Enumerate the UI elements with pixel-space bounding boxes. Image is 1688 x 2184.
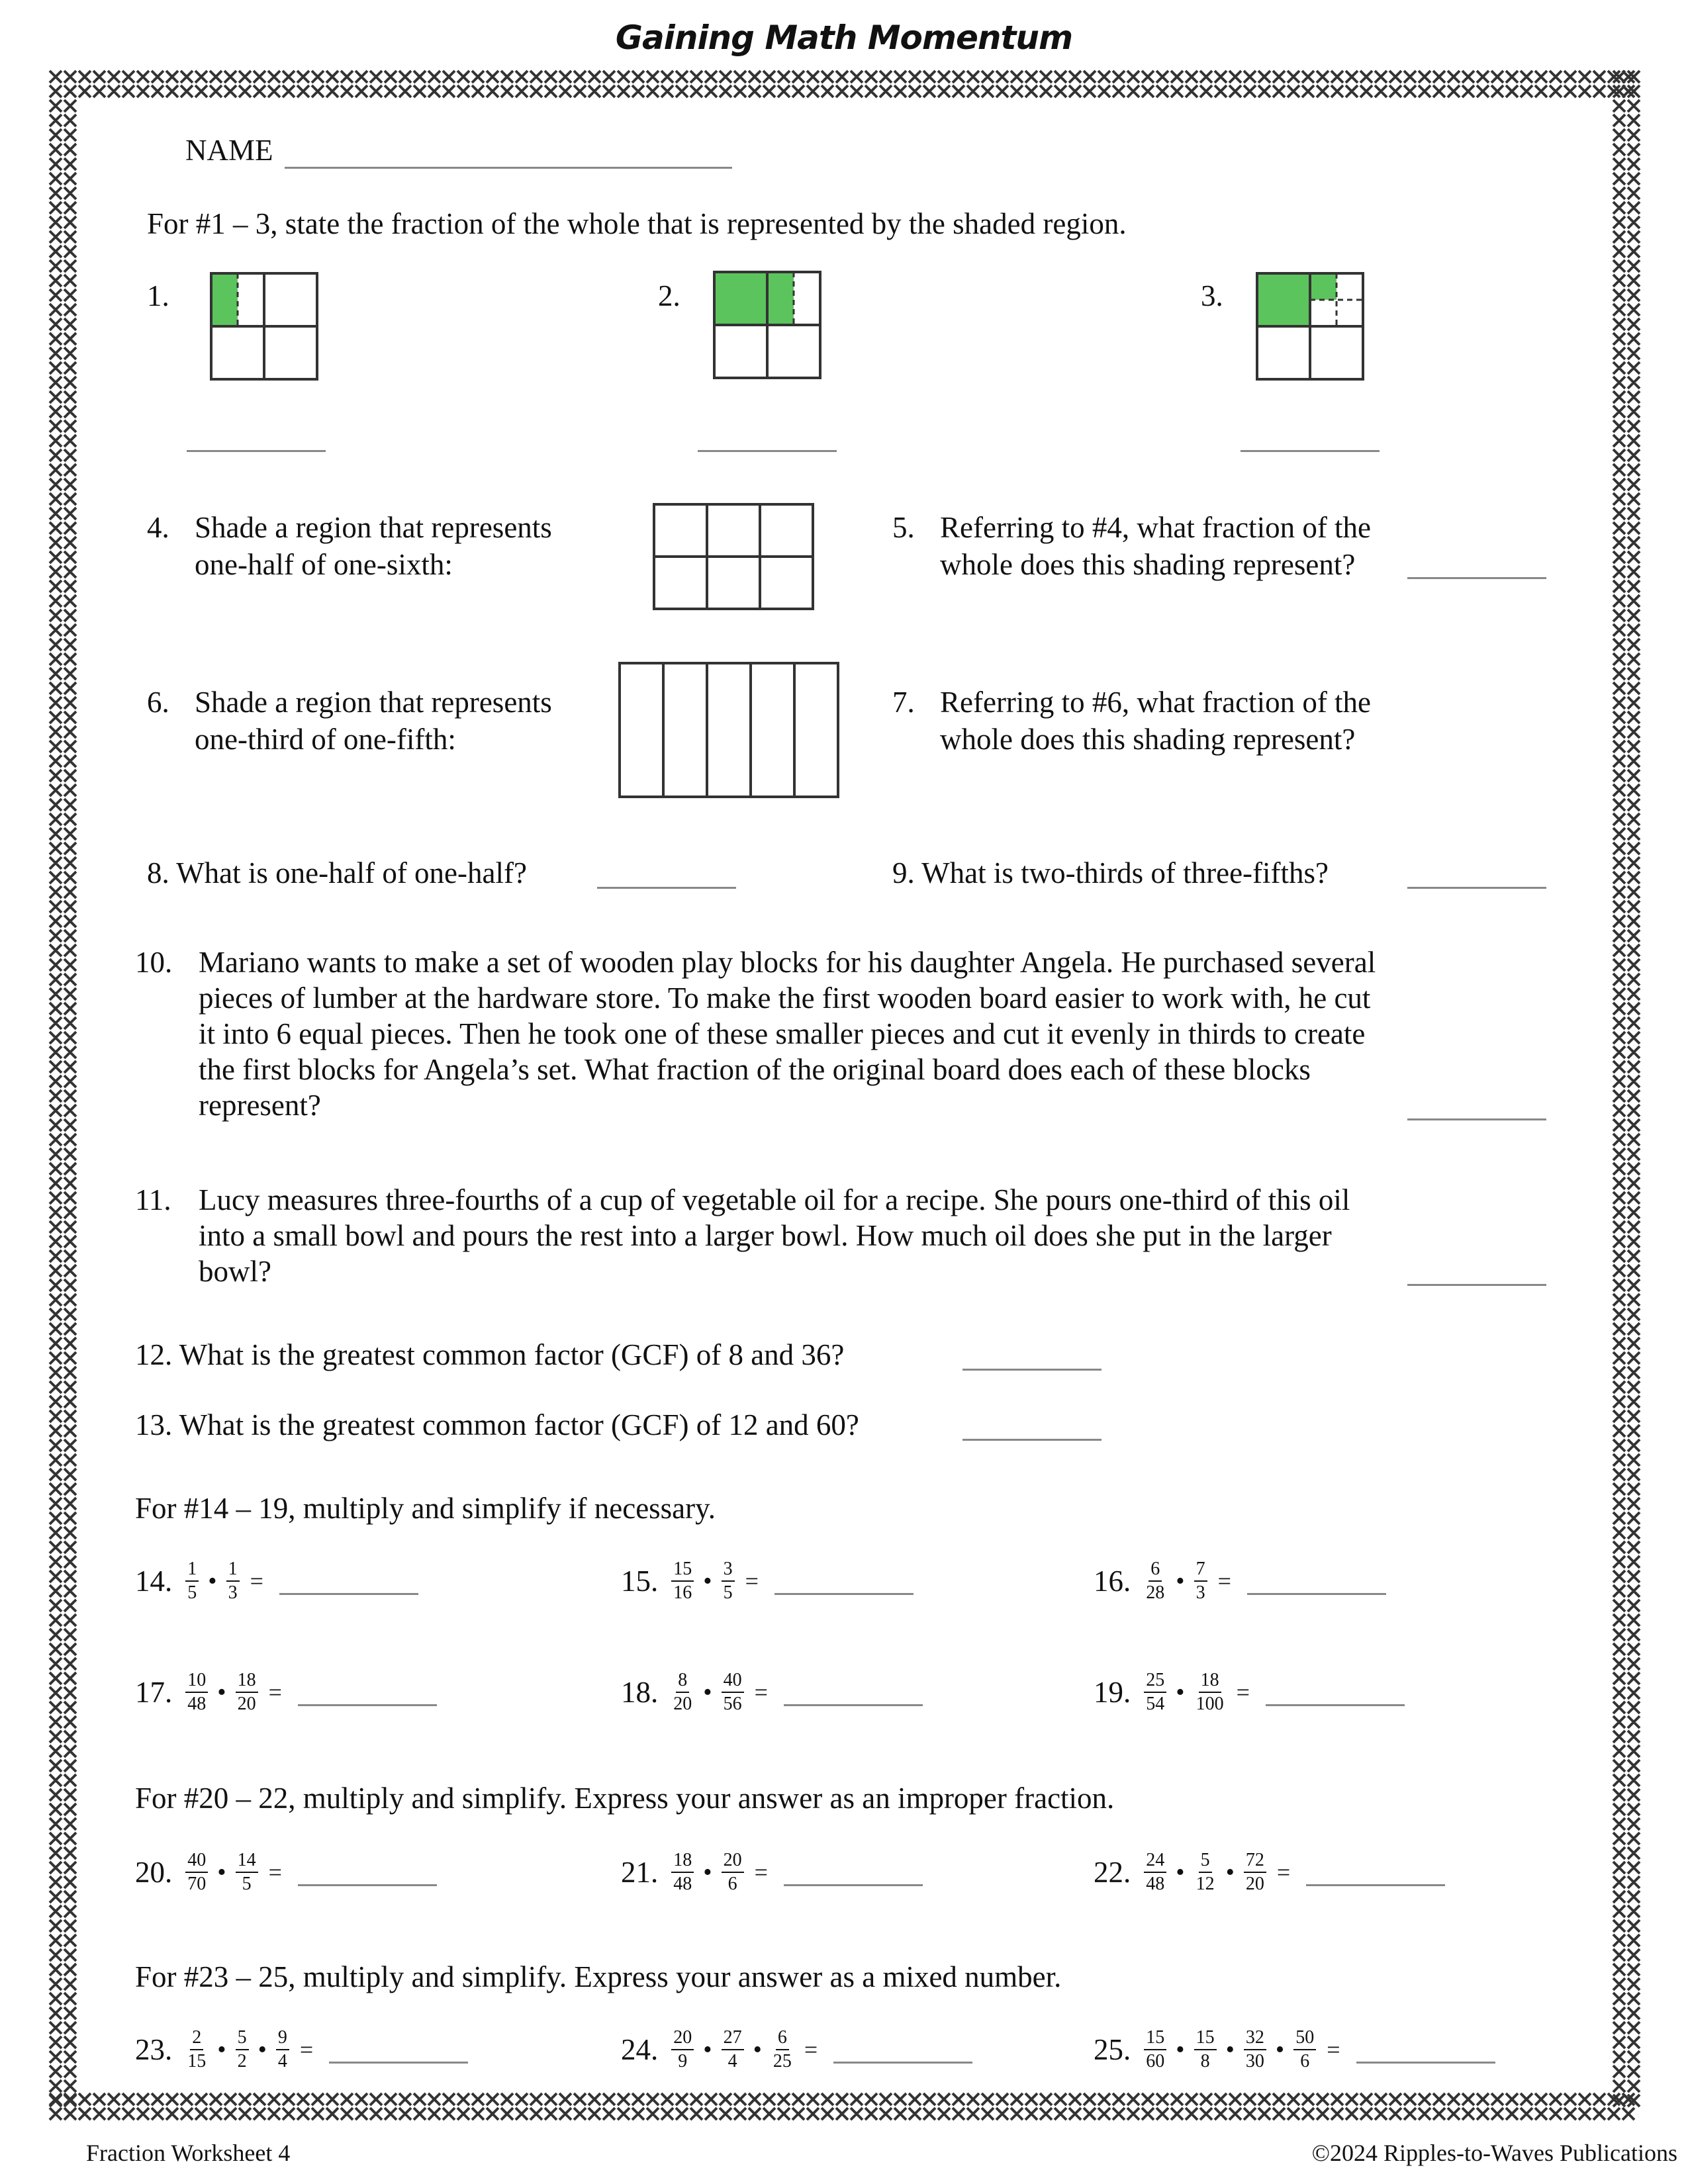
question-1-figure: [209, 271, 319, 381]
expression-17: [135, 1669, 437, 1715]
denominator: 5: [242, 1874, 252, 1894]
numerator: 50: [1293, 2026, 1316, 2050]
answer-line[interactable]: [784, 1884, 923, 1886]
numerator: 15: [671, 1558, 694, 1582]
expression-21: [621, 1849, 923, 1895]
fraction: [1194, 1669, 1226, 1715]
question-7-line-2: whole does this shading represent?: [940, 723, 1356, 756]
equals-sign: =: [754, 1679, 768, 1706]
numerator: 9: [276, 2026, 289, 2050]
fraction: [722, 1669, 744, 1715]
fraction: [236, 2026, 249, 2073]
answer-line[interactable]: [1356, 2062, 1495, 2064]
question-4-line-1: Shade a region that represents: [195, 511, 552, 544]
equals-sign: =: [268, 1859, 282, 1886]
multiply-dot: •: [217, 1858, 226, 1886]
question-6-line-2: one-third of one-fifth:: [195, 723, 456, 756]
denominator: 12: [1196, 1874, 1215, 1894]
multiply-dot: •: [1176, 1567, 1185, 1595]
fraction: [1144, 1558, 1166, 1604]
expression-25: [1094, 2026, 1495, 2073]
question-3-figure: [1255, 271, 1365, 381]
numerator: 6: [1149, 1558, 1162, 1582]
denominator: 70: [187, 1874, 207, 1894]
fraction: [671, 1558, 694, 1604]
answer-line[interactable]: [329, 2062, 468, 2064]
question-12: 12. What is the greatest common factor (GCF) of 8 and 36?: [135, 1338, 845, 1371]
question-3-number: 3.: [1201, 279, 1223, 312]
fraction: [226, 1558, 240, 1604]
answer-line-8[interactable]: [597, 887, 736, 889]
question-number: 21.: [621, 1856, 659, 1889]
footer-worksheet-label: Fraction Worksheet 4: [86, 2140, 291, 2166]
question-5-number: 5.: [892, 511, 915, 544]
answer-line[interactable]: [1247, 1593, 1386, 1595]
question-number: 22.: [1094, 1856, 1131, 1889]
question-10-number: 10.: [135, 946, 173, 979]
numerator: 40: [722, 1669, 744, 1693]
multiply-dot: •: [753, 2036, 762, 2064]
numerator: 32: [1244, 2026, 1266, 2050]
denominator: 30: [1245, 2051, 1264, 2071]
multiply-dot: •: [217, 1678, 226, 1706]
fraction: [1194, 1558, 1207, 1604]
denominator: 3: [1196, 1582, 1205, 1603]
equals-sign: =: [804, 2036, 818, 2063]
numerator: 18: [671, 1849, 694, 1873]
numerator: 15: [1194, 2026, 1217, 2050]
equals-sign: =: [1236, 1679, 1250, 1706]
multiply-dot: •: [1225, 2036, 1235, 2064]
equals-sign: =: [745, 1568, 759, 1594]
answer-line-9[interactable]: [1407, 887, 1546, 889]
instruction-23-25: For #23 – 25, multiply and simplify. Express your answer as a mixed number.: [135, 1960, 1062, 1993]
question-7-line-1: Referring to #6, what fraction of the: [940, 686, 1372, 719]
answer-line[interactable]: [1306, 1884, 1445, 1886]
multiply-dot: •: [703, 2036, 712, 2064]
question-4-line-2: one-half of one-sixth:: [195, 548, 453, 581]
question-5-line-2: whole does this shading represent?: [940, 548, 1356, 581]
numerator: 18: [236, 1669, 258, 1693]
denominator: 4: [277, 2051, 287, 2071]
fraction: [671, 2026, 694, 2073]
question-6-number: 6.: [147, 686, 169, 719]
fraction: [1144, 1849, 1166, 1895]
fraction: [185, 1669, 208, 1715]
fraction: [1293, 2026, 1316, 2073]
answer-line-10[interactable]: [1407, 1118, 1546, 1120]
fraction: [185, 1849, 208, 1895]
multiply-dot: •: [1225, 1858, 1235, 1886]
expression-15: [621, 1558, 914, 1604]
instruction-1-3: For #1 – 3, state the fraction of the whole that is represented by the shaded region.: [147, 207, 1127, 240]
fraction: [236, 1669, 258, 1715]
question-number: 24.: [621, 2033, 659, 2066]
fraction: [236, 1849, 258, 1895]
numerator: 10: [185, 1669, 208, 1693]
question-number: 23.: [135, 2033, 173, 2066]
numerator: 27: [722, 2026, 744, 2050]
multiply-dot: •: [217, 2036, 226, 2064]
name-field[interactable]: [285, 167, 732, 169]
expression-20: [135, 1849, 437, 1895]
denominator: 15: [187, 2051, 207, 2071]
answer-line-2[interactable]: [698, 450, 837, 452]
question-2-figure: [712, 270, 822, 380]
answer-line[interactable]: [784, 1704, 923, 1706]
denominator: 9: [678, 2051, 688, 2071]
numerator: 25: [1144, 1669, 1166, 1693]
numerator: 72: [1244, 1849, 1266, 1873]
footer-copyright: ©2024 Ripples-to-Waves Publications: [1311, 2140, 1677, 2166]
fraction: [276, 2026, 289, 2073]
denominator: 5: [187, 1582, 197, 1603]
question-number: 14.: [135, 1565, 173, 1598]
fraction: [1144, 1669, 1166, 1715]
answer-line[interactable]: [774, 1593, 914, 1595]
numerator: 20: [722, 1849, 744, 1873]
multiply-dot: •: [208, 1567, 217, 1595]
name-label: NAME: [185, 134, 273, 167]
numerator: 8: [676, 1669, 689, 1693]
denominator: 8: [1200, 2051, 1210, 2071]
shaded-region: [211, 273, 238, 325]
question-8: 8. What is one-half of one-half?: [147, 856, 527, 889]
question-4-number: 4.: [147, 511, 169, 544]
expression-19: [1094, 1669, 1405, 1715]
multiply-dot: •: [1176, 1858, 1185, 1886]
question-number: 18.: [621, 1676, 659, 1709]
numerator: 5: [236, 2026, 249, 2050]
question-9: 9. What is two-thirds of three-fifths?: [892, 856, 1329, 889]
answer-line[interactable]: [1266, 1704, 1405, 1706]
question-6-figure[interactable]: [618, 662, 841, 799]
numerator: 5: [1199, 1849, 1212, 1873]
answer-line[interactable]: [298, 1704, 437, 1706]
question-number: 20.: [135, 1856, 173, 1889]
multiply-dot: •: [258, 2036, 267, 2064]
denominator: 6: [1300, 2051, 1310, 2071]
denominator: 100: [1196, 1694, 1224, 1714]
answer-line-11[interactable]: [1407, 1284, 1546, 1286]
denominator: 20: [673, 1694, 692, 1714]
denominator: 48: [1146, 1874, 1165, 1894]
denominator: 28: [1146, 1582, 1165, 1603]
answer-line[interactable]: [279, 1593, 418, 1595]
numerator: 3: [722, 1558, 735, 1582]
question-number: 17.: [135, 1676, 173, 1709]
denominator: 54: [1146, 1694, 1165, 1714]
denominator: 20: [237, 1694, 256, 1714]
fraction: [1194, 1849, 1217, 1895]
question-11-text: Lucy measures three-fourths of a cup of vegetable oil for a recipe. She pours one-third of this oil into a small bowl and pours the rest into a larger bowl. How much oil does she put in the larger bowl?: [199, 1183, 1350, 1288]
numerator: 7: [1194, 1558, 1207, 1582]
denominator: 6: [727, 1874, 737, 1894]
question-number: 19.: [1094, 1676, 1131, 1709]
numerator: 6: [776, 2026, 789, 2050]
fraction: [185, 1558, 199, 1604]
equals-sign: =: [1327, 2036, 1340, 2063]
question-7-number: 7.: [892, 686, 915, 719]
denominator: 4: [727, 2051, 737, 2071]
equals-sign: =: [268, 1679, 282, 1706]
question-11-number: 11.: [135, 1183, 171, 1216]
expression-24: [621, 2026, 972, 2073]
question-number: 16.: [1094, 1565, 1131, 1598]
denominator: 3: [228, 1582, 238, 1603]
expression-23: [135, 2026, 468, 2073]
fraction: [671, 1669, 694, 1715]
numerator: 18: [1199, 1669, 1221, 1693]
denominator: 16: [673, 1582, 692, 1603]
denominator: 60: [1146, 2051, 1165, 2071]
answer-line-3[interactable]: [1241, 450, 1380, 452]
question-4-figure[interactable]: [653, 503, 816, 612]
fraction: [671, 1849, 694, 1895]
instruction-14-19: For #14 – 19, multiply and simplify if necessary.: [135, 1492, 716, 1525]
expression-18: [621, 1669, 923, 1715]
numerator: 40: [185, 1849, 208, 1873]
question-6-line-1: Shade a region that represents: [195, 686, 552, 719]
numerator: 20: [671, 2026, 694, 2050]
question-number: 15.: [621, 1565, 659, 1598]
fraction: [771, 2026, 794, 2073]
denominator: 2: [237, 2051, 247, 2071]
fraction: [1244, 2026, 1266, 2073]
answer-line-12[interactable]: [962, 1369, 1102, 1371]
answer-line-5[interactable]: [1407, 577, 1546, 579]
numerator: 14: [236, 1849, 258, 1873]
page-title: Gaining Math Momentum: [615, 19, 1073, 57]
equals-sign: =: [1276, 1859, 1291, 1886]
denominator: 48: [187, 1694, 207, 1714]
denominator: 56: [723, 1694, 742, 1714]
denominator: 48: [673, 1874, 692, 1894]
shaded-region: [714, 272, 794, 324]
numerator: 15: [1144, 2026, 1166, 2050]
numerator: 1: [226, 1558, 240, 1582]
fraction: [722, 1849, 744, 1895]
expression-14: [135, 1558, 418, 1604]
question-2-number: 2.: [658, 279, 680, 312]
expression-22: [1094, 1849, 1445, 1895]
expression-16: [1094, 1558, 1386, 1604]
question-1-number: 1.: [147, 279, 169, 312]
multiply-dot: •: [703, 1678, 712, 1706]
question-number: 25.: [1094, 2033, 1131, 2066]
answer-line-1[interactable]: [187, 450, 326, 452]
numerator: 24: [1144, 1849, 1166, 1873]
denominator: 5: [723, 1582, 733, 1603]
numerator: 1: [185, 1558, 199, 1582]
answer-line[interactable]: [298, 1884, 437, 1886]
fraction: [722, 2026, 744, 2073]
numerator: 2: [190, 2026, 203, 2050]
denominator: 20: [1245, 1874, 1264, 1894]
multiply-dot: •: [703, 1858, 712, 1886]
multiply-dot: •: [703, 1567, 712, 1595]
fraction: [1194, 2026, 1217, 2073]
question-10-text: Mariano wants to make a set of wooden play blocks for his daughter Angela. He purchased several pieces of lumber at the hardware store. To make the first wooden board easier to work with, he cut it into 6 equal pieces. Then he took one of these smaller pieces and cut it evenly in thirds to create the first blocks for Angela’s set. What fraction of the original board does each of these blocks represent?: [199, 946, 1376, 1122]
question-13: 13. What is the greatest common factor (GCF) of 12 and 60?: [135, 1408, 859, 1441]
denominator: 25: [773, 2051, 792, 2071]
question-5-line-1: Referring to #4, what fraction of the: [940, 511, 1372, 544]
equals-sign: =: [754, 1859, 768, 1886]
answer-line-13[interactable]: [962, 1439, 1102, 1441]
fraction: [722, 1558, 735, 1604]
instruction-20-22: For #20 – 22, multiply and simplify. Express your answer as an improper fraction.: [135, 1782, 1115, 1815]
answer-line[interactable]: [833, 2062, 972, 2064]
equals-sign: =: [1217, 1568, 1231, 1594]
multiply-dot: •: [1176, 1678, 1185, 1706]
fraction: [1244, 1849, 1266, 1895]
multiply-dot: •: [1176, 2036, 1185, 2064]
equals-sign: =: [250, 1568, 263, 1594]
multiply-dot: •: [1275, 2036, 1285, 2064]
equals-sign: =: [299, 2036, 314, 2063]
fraction: [185, 2026, 208, 2073]
fraction: [1144, 2026, 1166, 2073]
